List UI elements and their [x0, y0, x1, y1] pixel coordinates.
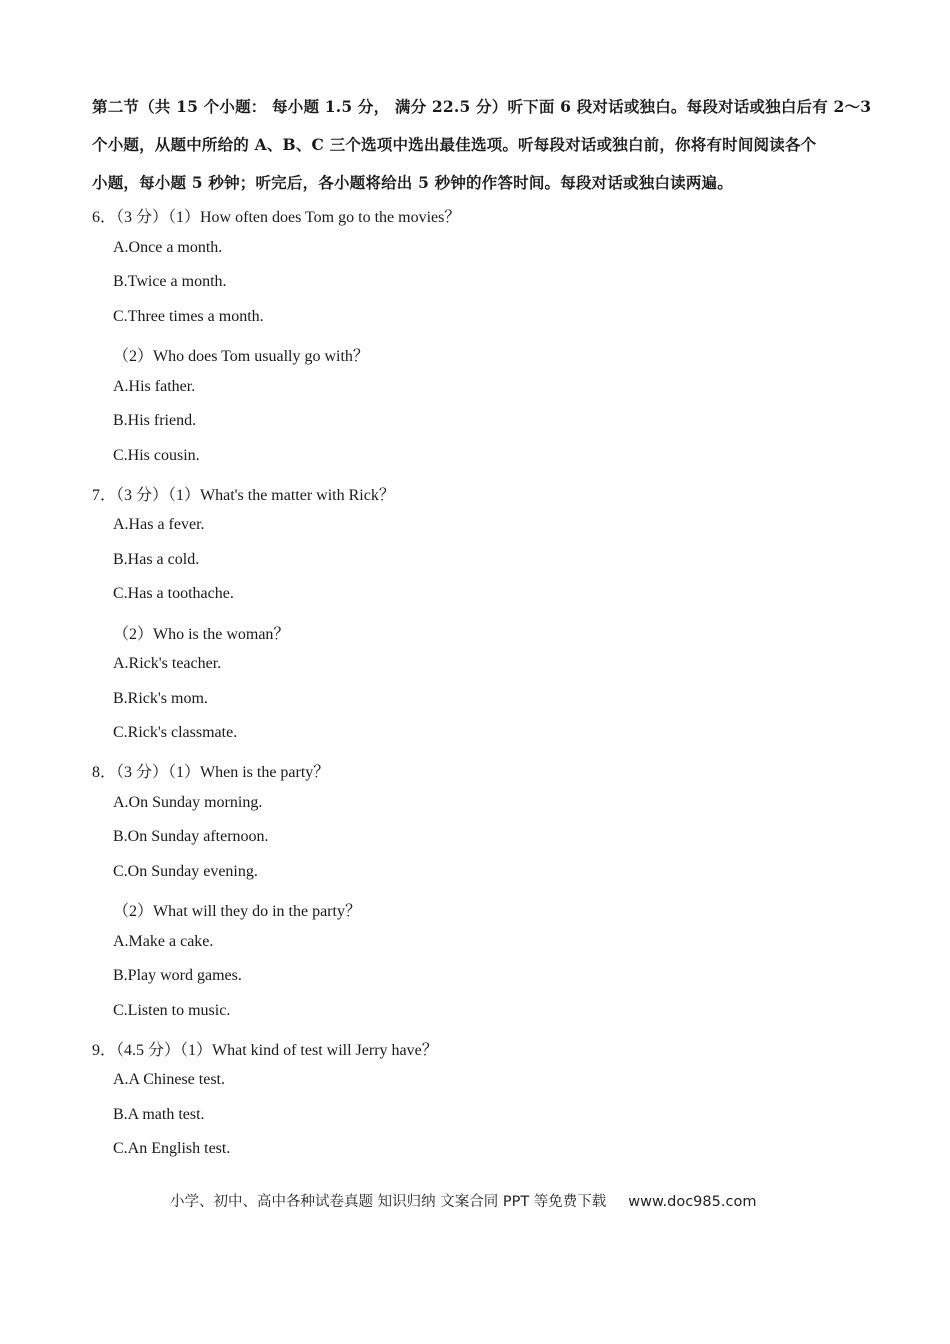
option-q8-1-c: C.On Sunday evening.: [113, 863, 258, 880]
question-8-sub-2: （2）What will they do in the party？: [113, 903, 361, 920]
option-q7-1-c: C.Has a toothache.: [113, 585, 234, 602]
option-q7-2-a: A.Rick's teacher.: [113, 655, 222, 672]
option-q8-2-a: A.Make a cake.: [113, 933, 214, 950]
option-q9-1-b: B.A math test.: [113, 1106, 205, 1123]
question-9-header: 9．（4.5 分）（1）What kind of test will Jerry have？: [92, 1042, 438, 1059]
option-q6-1-a: A.Once a month.: [113, 239, 223, 256]
option-q8-1-a: A.On Sunday morning.: [113, 794, 263, 811]
question-7-sub-2: （2）Who is the woman？: [113, 626, 290, 643]
option-q7-2-b: B.Rick's mom.: [113, 690, 208, 707]
option-q8-2-c: C.Listen to music.: [113, 1002, 231, 1019]
option-q9-1-c: C.An English test.: [113, 1140, 231, 1157]
option-q7-1-a: A.Has a fever.: [113, 516, 205, 533]
question-8-header: 8．（3 分）（1）When is the party？: [92, 764, 330, 781]
option-q7-1-b: B.Has a cold.: [113, 551, 200, 568]
option-q6-1-c: C.Three times a month.: [113, 308, 264, 325]
option-q9-1-a: A.A Chinese test.: [113, 1071, 225, 1088]
section-instructions: [92, 88, 872, 202]
option-q6-2-a: A.His father.: [113, 378, 196, 395]
question-6-header: 6．（3 分）（1）How often does Tom go to the movies？: [92, 209, 461, 226]
question-6-sub-2: （2）Who does Tom usually go with？: [113, 348, 369, 365]
option-q8-1-b: B.On Sunday afternoon.: [113, 828, 269, 845]
option-q6-2-c: C.His cousin.: [113, 447, 200, 464]
option-q6-1-b: B.Twice a month.: [113, 273, 227, 290]
question-7-header: 7．（3 分）（1）What's the matter with Rick？: [92, 487, 395, 504]
page-footer: [170, 1190, 756, 1211]
instructions-line-3: 小题，每小题 5 秒钟；听完后，各小题将给出 5 秒钟的作答时间。每段对话或独白读两遍。: [92, 173, 733, 192]
instructions-line-2: 个小题，从题中所给的 A、B、C 三个选项中选出最佳选项。听每段对话或独白前，你将有时间阅读各个: [92, 135, 817, 154]
footer-text: 小学、初中、高中各种试卷真题 知识归纳 文案合同 PPT 等免费下载: [170, 1194, 607, 1210]
option-q8-2-b: B.Play word games.: [113, 967, 242, 984]
footer-url[interactable]: www.doc985.com: [628, 1194, 757, 1210]
option-q7-2-c: C.Rick's classmate.: [113, 724, 238, 741]
instructions-line-1: 第二节（共 15 个小题： 每小题 1.5 分， 满分 22.5 分）听下面 6 段对话或独白。每段对话或独白后有 2～3: [92, 97, 872, 116]
option-q6-2-b: B.His friend.: [113, 412, 197, 429]
